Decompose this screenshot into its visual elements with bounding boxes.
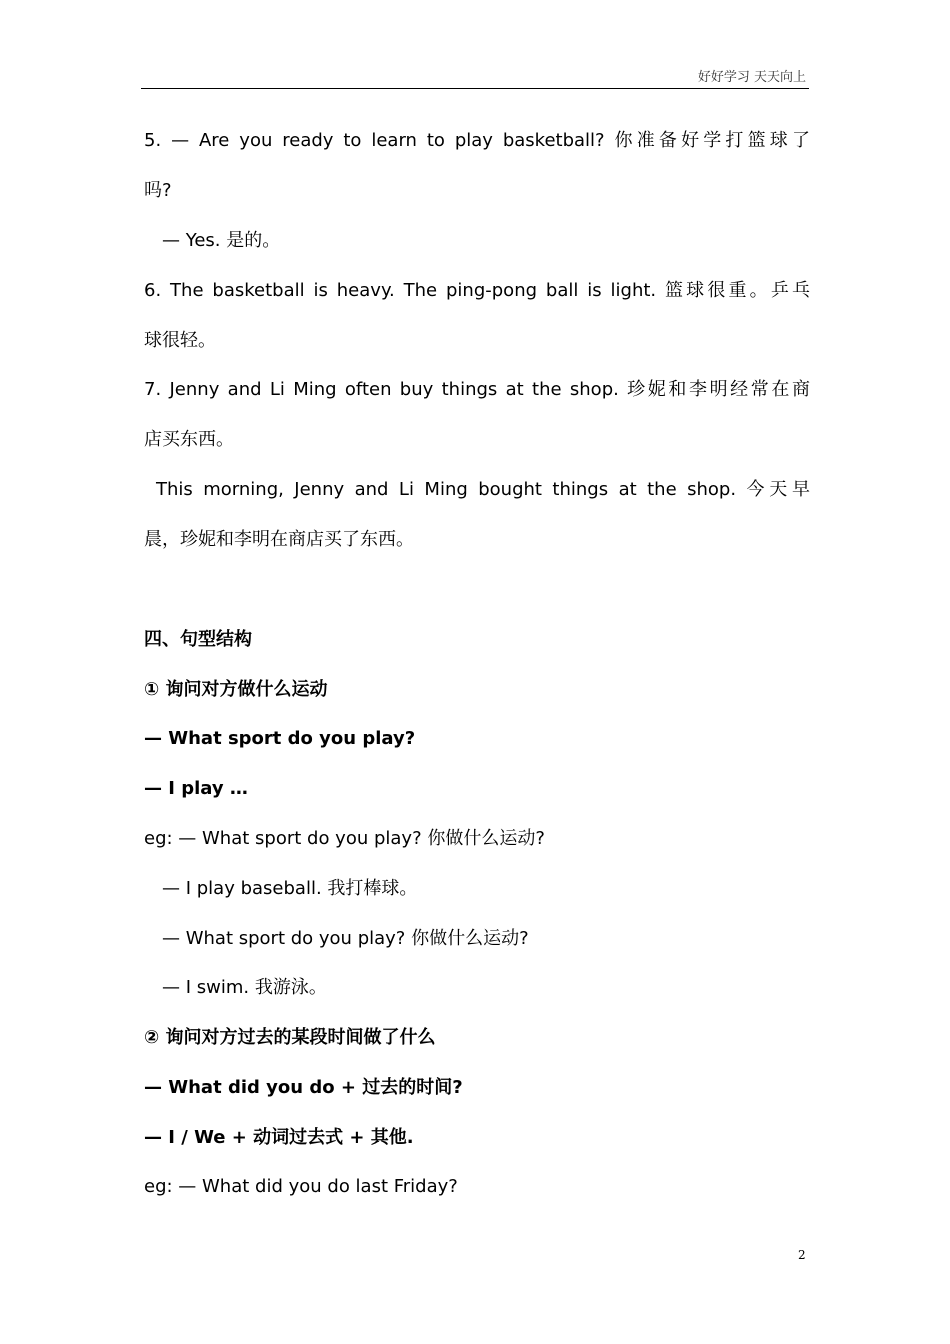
subsection-heading: ① 询问对方做什么运动: [144, 679, 328, 700]
text-line: 5. — Are you ready to learn to play basketball? 你准备好学打篮球了: [144, 130, 810, 151]
text-line: 6. The basketball is heavy. The ping-pong ball is light. 篮球很重。乒乓: [144, 280, 810, 301]
pattern-line: — I / We + 动词过去式 + 其他.: [144, 1127, 414, 1148]
text-line: 7. Jenny and Li Ming often buy things at the shop. 珍妮和李明经常在商: [144, 379, 810, 400]
pattern-line: — What sport do you play?: [144, 728, 416, 749]
example-line: — I swim. 我游泳。: [162, 977, 327, 998]
text-line: This morning, Jenny and Li Ming bought things at the shop. 今天早: [156, 479, 810, 500]
example-line: — I play baseball. 我打棒球。: [162, 878, 418, 899]
example-line: eg: — What did you do last Friday?: [144, 1176, 458, 1197]
header-text: 好好学习 天天向上: [697, 70, 806, 85]
example-line: — What sport do you play? 你做什么运动?: [162, 928, 529, 949]
header-rule: [141, 88, 809, 89]
text-line: 晨，珍妮和李明在商店买了东西。: [144, 529, 414, 550]
subsection-heading: ② 询问对方过去的某段时间做了什么: [144, 1027, 436, 1048]
pattern-line: — What did you do + 过去的时间?: [144, 1077, 463, 1098]
text-line: — Yes. 是的。: [162, 230, 281, 251]
page-number: 2: [798, 1248, 806, 1262]
pattern-line: — I play …: [144, 778, 248, 799]
text-line: 吗?: [144, 180, 172, 201]
section-heading: 四、句型结构: [144, 629, 252, 650]
example-line: eg: — What sport do you play? 你做什么运动?: [144, 828, 545, 849]
text-line: 球很轻。: [144, 330, 216, 351]
text-line: 店买东西。: [144, 429, 234, 450]
